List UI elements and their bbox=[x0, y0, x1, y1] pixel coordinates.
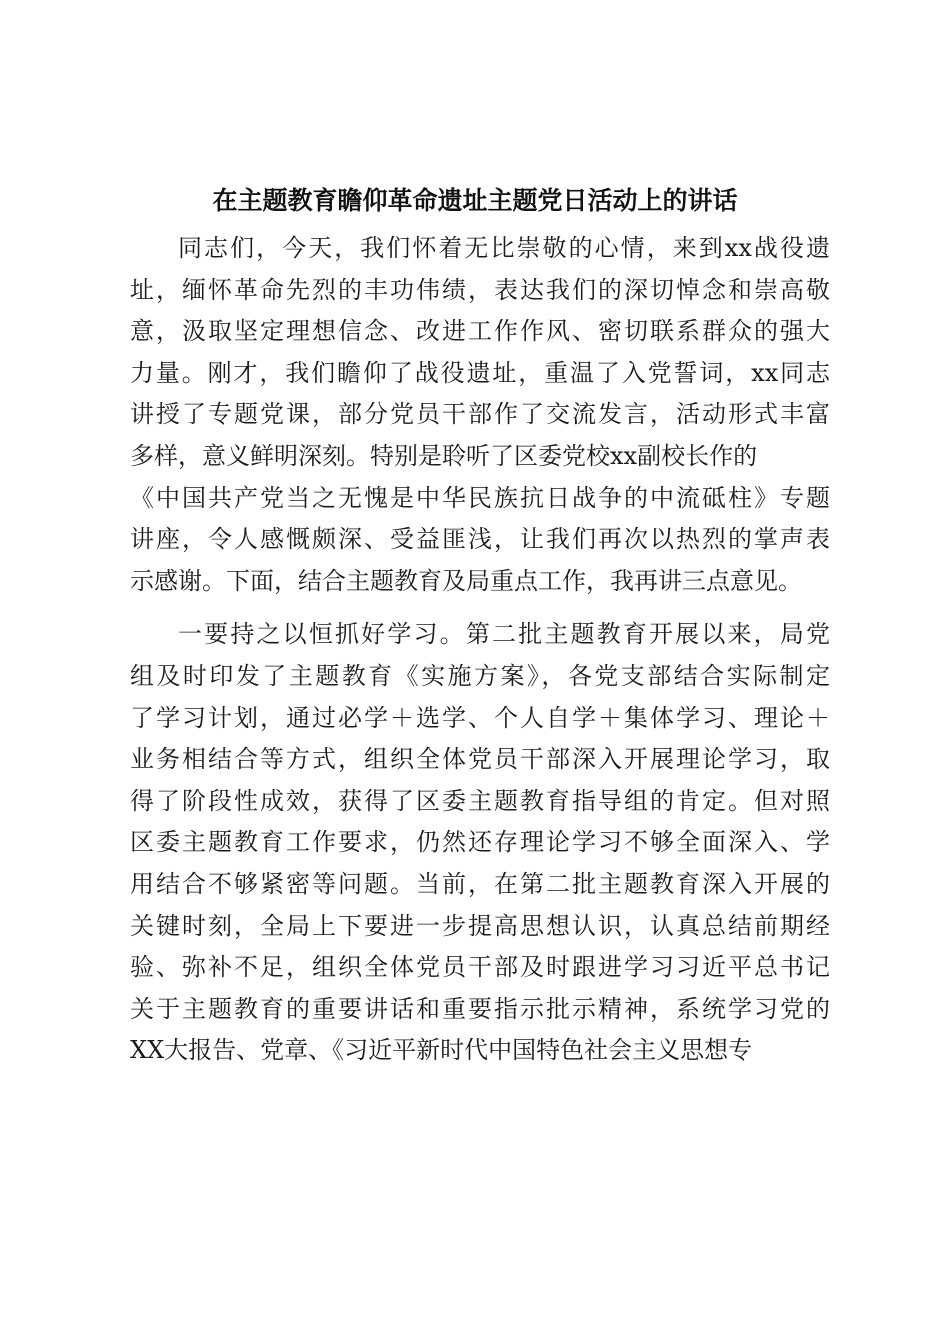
paragraph-line: 一要持之以恒抓好学习。第二批主题教育开展以来，局党 bbox=[178, 620, 830, 649]
paragraph-line: 得了阶段性成效，获得了区委主题教育指导组的肯定。但对照 bbox=[130, 786, 830, 815]
paragraph-line: 讲授了专题党课，部分党员干部作了交流发言，活动形式丰富 bbox=[130, 400, 830, 429]
paragraph-line: 同志们，今天，我们怀着无比崇敬的心情，来到xx战役遗 bbox=[178, 234, 830, 262]
paragraph-line: 了学习计划，通过必学＋选学、个人自学＋集体学习、理论＋ bbox=[130, 703, 830, 732]
paragraph-line: 验、弥补不足，组织全体党员干部及时跟进学习习近平总书记 bbox=[130, 953, 830, 982]
paragraph-line: 力量。刚才，我们瞻仰了战役遗址，重温了入党誓词，xx同志 bbox=[130, 358, 830, 387]
paragraph-line: 《中国共产党当之无愧是中华民族抗日战争的中流砥柱》专题 bbox=[130, 483, 830, 512]
paragraph-line: 组及时印发了主题教育《实施方案》，各党支部结合实际制定 bbox=[130, 661, 830, 690]
paragraph-line: 多样，意义鲜明深刻。特别是聆听了区委党校xx副校长作的 bbox=[130, 441, 758, 470]
paragraph-2 bbox=[130, 614, 830, 1072]
paragraph-line: 意，汲取坚定理想信念、改进工作作风、密切联系群众的强大 bbox=[130, 317, 830, 346]
paragraph-line: 关于主题教育的重要讲话和重要指示批示精神，系统学习党的 bbox=[130, 994, 830, 1023]
paragraph-line: 用结合不够紧密等问题。当前，在第二批主题教育深入开展的 bbox=[130, 869, 830, 898]
paragraph-line: 示感谢。下面，结合主题教育及局重点工作，我再讲三点意见。 bbox=[130, 566, 802, 595]
document-body bbox=[130, 228, 830, 1072]
paragraph-line: XX大报告、党章、《习近平新时代中国特色社会主义思想专 bbox=[130, 1036, 753, 1065]
document-title: 在主题教育瞻仰革命遗址主题党日活动上的讲话 bbox=[212, 186, 738, 215]
paragraph-1 bbox=[130, 228, 830, 602]
paragraph-line: 区委主题教育工作要求，仍然还存理论学习不够全面深入、学 bbox=[130, 828, 830, 857]
paragraph-line: 业务相结合等方式，组织全体党员干部深入开展理论学习，取 bbox=[130, 745, 830, 774]
paragraph-line: 讲座，令人感慨颇深、受益匪浅，让我们再次以热烈的掌声表 bbox=[130, 525, 830, 554]
paragraph-line: 关键时刻，全局上下要进一步提高思想认识，认真总结前期经 bbox=[130, 911, 830, 940]
paragraph-line: 址，缅怀革命先烈的丰功伟绩，表达我们的深切悼念和崇高敬 bbox=[130, 275, 830, 304]
